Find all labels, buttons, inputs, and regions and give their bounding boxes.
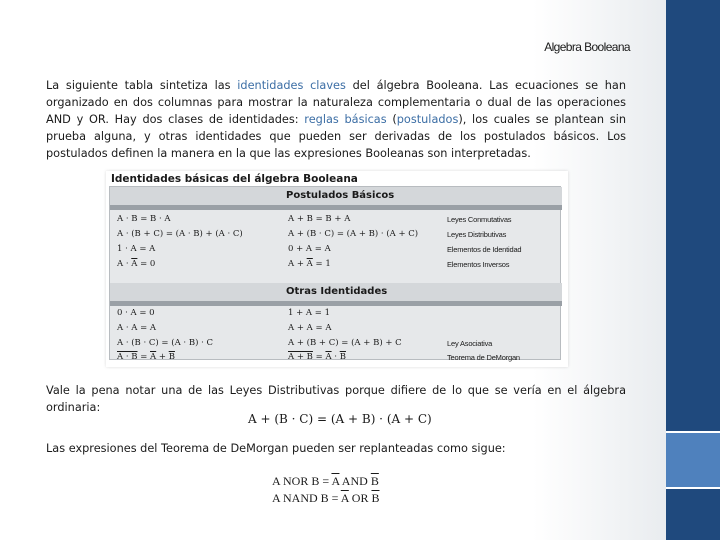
basic-left-2: 1 · A = A bbox=[117, 244, 156, 254]
basic-right-2: 0 + A = A bbox=[288, 244, 331, 254]
basic-right-1: A + (B · C) = (A + B) · (A + C) bbox=[288, 229, 419, 239]
basic-left-1: A · (B + C) = (A · B) + (A · C) bbox=[117, 229, 243, 239]
table-body bbox=[109, 186, 561, 360]
sidebar-gap bbox=[666, 431, 720, 433]
basic-left-0: A · B = B · A bbox=[117, 214, 171, 224]
demorgan-intro: Las expresiones del Teorema de DeMorgan pueden ser replanteadas como sigue: bbox=[46, 442, 506, 455]
section-basic-header bbox=[110, 187, 562, 205]
other-left-0: 0 · A = 0 bbox=[117, 308, 155, 318]
other-right-2: A + (B + C) = (A + B) + C bbox=[288, 338, 402, 348]
other-right-0: 1 + A = 1 bbox=[288, 308, 331, 318]
basic-name-0: Leyes Conmutativas bbox=[447, 215, 512, 224]
intro-text-4: ), los cuales se plantean sin prueba alguna, y otras identidades que pueden ser derivadas de los postulados básicos. Los postulados definen la manera en la que las expresiones Booleanas son interpretadas. bbox=[46, 113, 626, 160]
intro-paragraph bbox=[46, 77, 626, 162]
basic-right-3: $A + \overline{A} = 1$ bbox=[288, 259, 331, 269]
basic-right-0: A + B = B + A bbox=[288, 214, 351, 224]
other-left-2: A · (B · C) = (A · B) · C bbox=[117, 338, 213, 348]
basic-name-2: Elementos de Identidad bbox=[447, 245, 522, 254]
nand-formula: A NAND $B = \overline{A}$ OR $\overline{B}$ bbox=[272, 491, 380, 505]
intro-text-3: ( bbox=[386, 113, 397, 126]
table-title: Identidades básicas del álgebra Booleana bbox=[111, 173, 358, 185]
sidebar-block-bottom bbox=[666, 488, 720, 540]
highlight-reglas: reglas básicas bbox=[304, 113, 387, 126]
section-other-label: Otras Identidades bbox=[286, 286, 388, 297]
divider bbox=[110, 301, 562, 306]
nor-formula: A NOR $B = \overline{A}$ AND $\overline{B}$ bbox=[272, 474, 379, 488]
identities-table-figure bbox=[106, 171, 568, 367]
other-left-3: $A \cdot B = \overline{A} + \overline{B}$ bbox=[117, 352, 175, 362]
demorgan-formulas bbox=[272, 473, 379, 507]
sidebar-block-middle bbox=[666, 432, 720, 488]
distributive-formula: A + (B · C) = (A + B) · (A + C) bbox=[248, 412, 432, 426]
other-right-1: A + A = A bbox=[288, 323, 332, 333]
intro-text-2: del álgebra Booleana. Las ecuaciones se han organizado en dos columnas para mostrar la naturaleza complementaria o dual de las operaciones AND y OR. Hay dos clases de identidades: bbox=[46, 79, 626, 126]
section-other-header bbox=[110, 283, 562, 301]
other-left-1: A · A = A bbox=[117, 323, 157, 333]
slide-title: Algebra Booleana bbox=[544, 40, 630, 54]
distributive-note: Vale la pena notar una de las Leyes Distributivas porque difiere de lo que se vería en el álgebra ordinaria: bbox=[46, 384, 626, 414]
other-name-2: Ley Asociativa bbox=[447, 339, 493, 348]
basic-left-3: $A \cdot \overline{A} = 0$ bbox=[117, 259, 156, 269]
section-basic-label: Postulados Básicos bbox=[286, 190, 395, 201]
sidebar-block-top bbox=[666, 0, 720, 432]
intro-text-1: La siguiente tabla sintetiza las bbox=[46, 79, 238, 92]
highlight-identidades: identidades claves bbox=[237, 79, 346, 92]
other-right-3: $A + B = \overline{A} \cdot \overline{B}$ bbox=[288, 352, 346, 362]
basic-name-3: Elementos Inversos bbox=[447, 260, 510, 269]
sidebar-gap bbox=[666, 487, 720, 489]
other-name-3: Teorema de DeMorgan bbox=[447, 353, 520, 362]
divider bbox=[110, 205, 562, 210]
highlight-postulados: postulados bbox=[396, 113, 459, 126]
decorative-sidebar bbox=[666, 0, 720, 540]
basic-name-1: Leyes Distributivas bbox=[447, 230, 507, 239]
